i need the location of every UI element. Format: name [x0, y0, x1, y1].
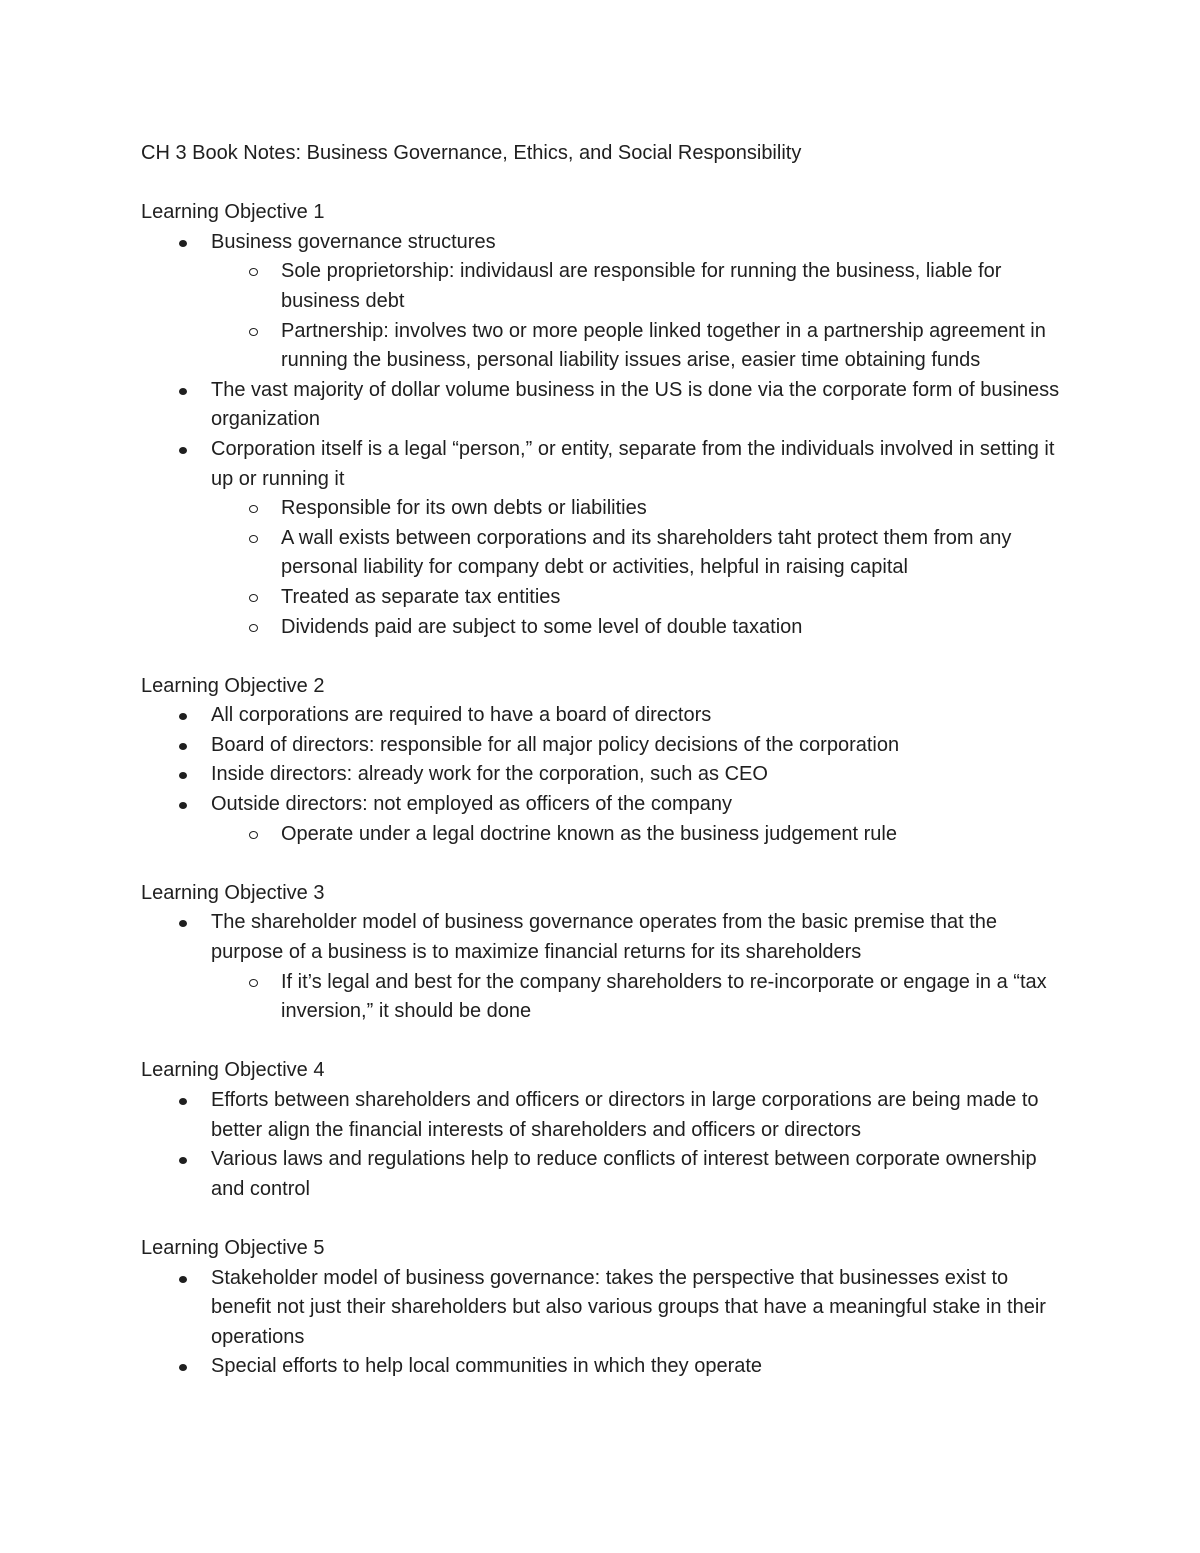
bullet-text: All corporations are required to have a board of directors	[211, 704, 712, 727]
section-heading: Learning Objective 3	[141, 881, 325, 904]
bullet-text: Stakeholder model of business governance: takes the perspective that businesses exist to benefit not just their shareholders but also various groups that have a meaningful stake in their operations	[211, 1266, 1046, 1348]
bullet-list	[141, 228, 1071, 642]
section-learning-objective-4	[141, 1056, 1071, 1234]
bullet-item	[141, 701, 1071, 731]
document-title: CH 3 Book Notes: Business Governance, Ethics, and Social Responsibility	[141, 142, 802, 164]
section-learning-objective-2	[141, 672, 1071, 879]
bullet-text: The vast majority of dollar volume business in the US is done via the corporate form of business organization	[211, 378, 1060, 431]
sub-bullet-item: Sole proprietorship: individausl are responsible for running the business, liable for business debt	[211, 257, 1071, 316]
bullet-item	[141, 376, 1071, 435]
bullet-text: Business governance structures	[211, 230, 496, 253]
bullet-text: Special efforts to help local communities in which they operate	[211, 1355, 763, 1378]
bullet-item	[141, 435, 1071, 642]
section-heading: Learning Objective 2	[141, 674, 325, 697]
sub-bullet-item: Operate under a legal doctrine known as the business judgement rule	[211, 820, 1071, 850]
section-heading: Learning Objective 1	[141, 201, 325, 224]
spacer	[141, 1204, 1071, 1234]
sub-bullet-item: A wall exists between corporations and its shareholders taht protect them from any personal liability for company debt or activities, helpful in raising capital	[211, 524, 1071, 583]
bullet-item	[141, 1264, 1071, 1353]
section-learning-objective-5	[141, 1234, 1071, 1382]
sub-bullet-item: Partnership: involves two or more people linked together in a partnership agreement in running the business, personal liability issues arise, easier time obtaining funds	[211, 317, 1071, 376]
spacer	[141, 849, 1071, 879]
bullet-item	[141, 1352, 1071, 1382]
section-heading: Learning Objective 4	[141, 1059, 325, 1082]
bullet-item	[141, 1145, 1071, 1204]
sub-bullet-list	[141, 257, 1071, 375]
bullet-item	[141, 228, 1071, 376]
bullet-list	[141, 701, 1071, 849]
section-heading: Learning Objective 5	[141, 1236, 325, 1259]
sub-bullet-list	[141, 494, 1071, 642]
bullet-list	[141, 1086, 1071, 1204]
bullet-item	[141, 1086, 1071, 1145]
spacer	[141, 642, 1071, 672]
bullet-list	[141, 1264, 1071, 1382]
sub-bullet-list	[141, 820, 1071, 850]
bullet-item	[141, 908, 1071, 1026]
bullet-list	[141, 908, 1071, 1026]
bullet-text: Inside directors: already work for the corporation, such as CEO	[211, 763, 768, 786]
bullet-text: Corporation itself is a legal “person,” or entity, separate from the individuals involved in setting it up or running it	[211, 437, 1055, 490]
section-learning-objective-1	[141, 198, 1071, 672]
bullet-text: The shareholder model of business governance operates from the basic premise that the purpose of a business is to maximize financial returns for its shareholders	[211, 911, 997, 964]
bullet-item	[141, 731, 1071, 761]
bullet-text: Efforts between shareholders and officers or directors in large corporations are being made to better align the financial interests of shareholders and officers or directors	[211, 1089, 1039, 1141]
section-learning-objective-3	[141, 879, 1071, 1057]
spacer	[141, 169, 1071, 199]
sub-bullet-list	[141, 968, 1071, 1027]
bullet-text: Various laws and regulations help to reduce conflicts of interest between corporate ownership and control	[211, 1148, 1037, 1200]
sub-bullet-item: Responsible for its own debts or liabilities	[211, 494, 1071, 524]
sub-bullet-item: If it’s legal and best for the company shareholders to re-incorporate or engage in a “tax inversion,” it should be done	[211, 968, 1071, 1027]
sub-bullet-item: Treated as separate tax entities	[211, 583, 1071, 613]
bullet-item	[141, 790, 1071, 849]
bullet-text: Outside directors: not employed as officers of the company	[211, 793, 733, 816]
sections-container	[141, 198, 1071, 1382]
document-page	[141, 139, 1071, 1382]
bullet-text: Board of directors: responsible for all major policy decisions of the corporation	[211, 733, 900, 756]
sub-bullet-item: Dividends paid are subject to some level of double taxation	[211, 613, 1071, 643]
bullet-item	[141, 760, 1071, 790]
spacer	[141, 1027, 1071, 1057]
